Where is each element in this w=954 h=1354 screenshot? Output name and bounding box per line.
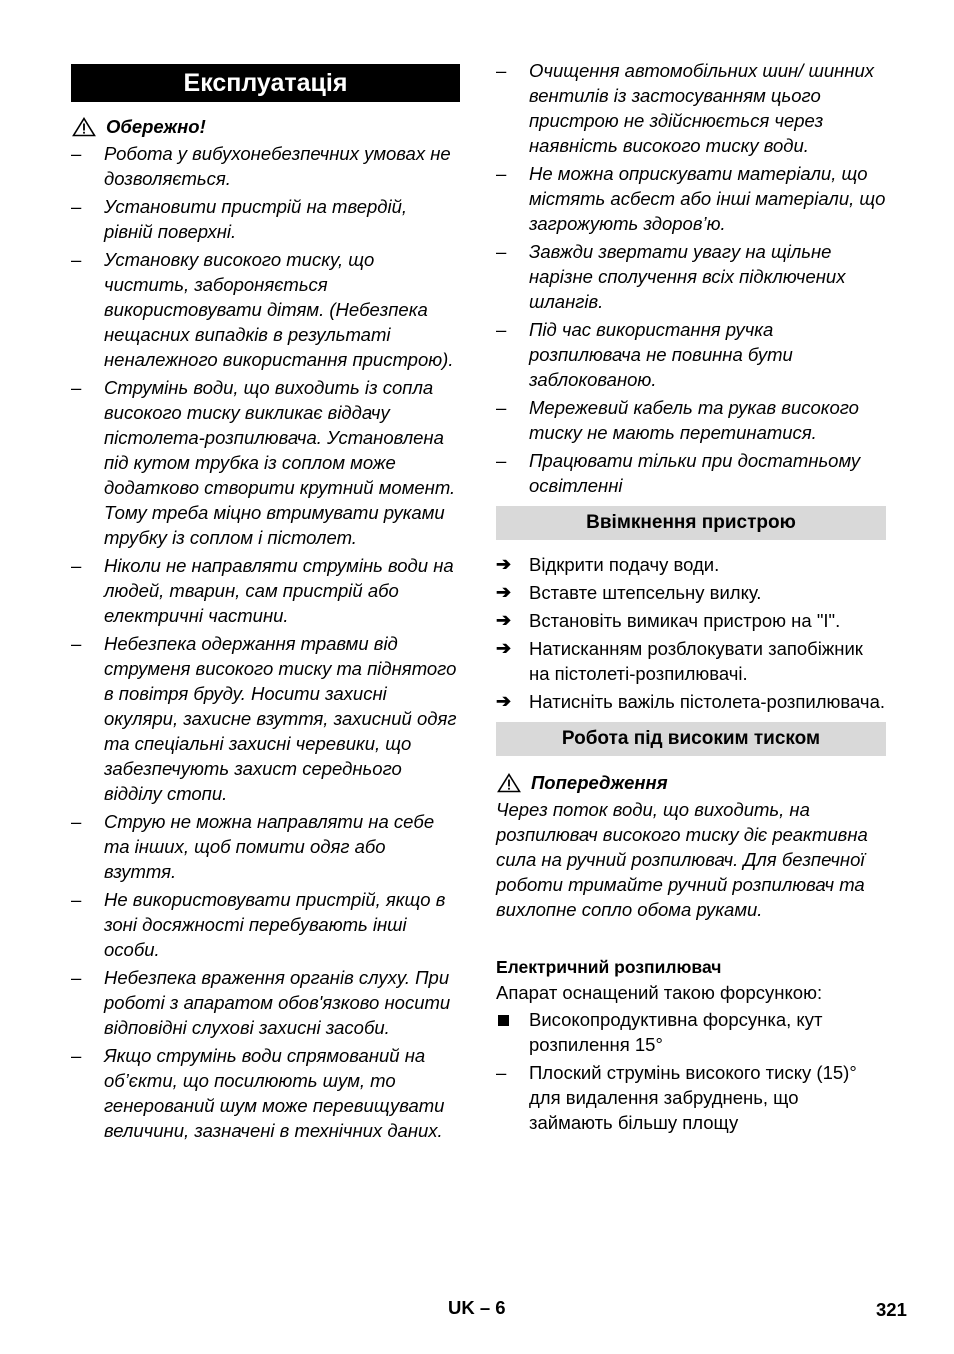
dash-marker: –: [496, 163, 507, 184]
arrow-right-icon: ➔: [496, 554, 512, 574]
list-item: – Працювати тільки при достатньому освітленні: [496, 450, 861, 496]
section-heading-switch-on: Ввімкнення пристрою: [496, 506, 886, 540]
list-item: – Плоский струмінь високого тиску (15)° для видалення забруднень, що займають більшу площу: [496, 1062, 857, 1133]
step-item: ➔ Відкрити подачу води.: [496, 554, 720, 575]
list-item: – Робота у вибухонебезпечних умовах не дозволяється.: [71, 143, 451, 189]
step-item: ➔ Натисканням розблокувати запобіжник на пістолеті-розпилювачі.: [496, 638, 863, 684]
list-item: – Під час використання ручка розпилювача не повинна бути заблокованою.: [496, 319, 793, 390]
arrow-right-icon: ➔: [496, 610, 512, 630]
dash-marker: –: [496, 319, 507, 340]
warning-triangle-icon: [497, 773, 521, 793]
list-item: – Струю не можна направляти на себе та інших, щоб помити одяг або взуття.: [71, 811, 435, 882]
dash-marker: –: [496, 241, 507, 262]
dash-marker: –: [71, 889, 82, 910]
sub-heading: Електричний розпилювач: [496, 957, 722, 977]
dash-marker: –: [71, 377, 82, 398]
arrow-right-icon: ➔: [496, 691, 512, 711]
list-item: – Установку високого тиску, що чистить, забороняється використовувати дітям. (Небезпека нещасних випадків в результаті неналежного використання пристрою).: [71, 249, 454, 370]
warning-label: Попередження: [531, 772, 668, 793]
list-item: – Ніколи не направляти струмінь води на людей, тварин, сам пристрій або електричні частини.: [71, 555, 454, 626]
dash-marker: –: [71, 143, 82, 164]
dash-marker: –: [71, 967, 82, 988]
footer-section-page: UK – 6: [448, 1297, 506, 1318]
dash-marker: –: [71, 555, 82, 576]
list-item: – Не можна оприскувати матеріали, що містять асбест або інші матеріали, що загрожують здоров’ю.: [496, 163, 886, 234]
step-item: ➔ Встановіть вимикач пристрою на "I".: [496, 610, 841, 631]
caution-heading: [71, 114, 460, 139]
section-heading-high-pressure: Робота під високим тиском: [496, 722, 886, 756]
warning-heading: [496, 770, 886, 795]
caution-label: Обережно!: [106, 116, 206, 137]
list-item: – Струмінь води, що виходить із сопла високого тиску викликає віддачу пістолета-розпилювача. Установлена під кутом трубка із соплом може додатково створити крутний момент. Тому треба міцно втримувати руками трубку із соплом і пістолет.: [71, 377, 456, 548]
footer-page-number: 321: [876, 1299, 907, 1320]
warning-triangle-icon: [72, 117, 96, 137]
left-column: [71, 64, 460, 1146]
dash-marker: –: [496, 397, 507, 418]
list-item: – Небезпека одержання травми від струменя високого тиску та піднятого в повітря бруду. Носити захисні окуляри, захисне взуття, захисний одяг та спеціальні захисні черевики, що забезпечують захист середнього відділу стопи.: [71, 633, 457, 804]
list-item: – Небезпека враження органів слуху. При роботі з апаратом обов'язково носити відповідні слухові захисні засоби.: [71, 967, 451, 1038]
step-item: ➔ Вставте штепсельну вилку.: [496, 582, 762, 603]
intro-text: Апарат оснащений такою форсункою:: [496, 982, 823, 1003]
dash-marker: –: [496, 1062, 507, 1083]
list-item: – Мережевий кабель та рукав високого тиску не мають перетинатися.: [496, 397, 859, 443]
dash-marker: –: [71, 1045, 82, 1066]
dash-marker: –: [71, 811, 82, 832]
list-item: – Установити пристрій на твердій, рівній поверхні.: [71, 196, 408, 242]
list-item: – Завжди звертати увагу на щільне нарізне сполучення всіх підключених шлангів.: [496, 241, 846, 312]
arrow-right-icon: ➔: [496, 582, 512, 602]
dash-marker: –: [496, 450, 507, 471]
warning-text: Через поток води, що виходить, на розпилювач високого тиску діє реактивна сила на ручний розпилювач. Для безпечної роботи тримайте ручний розпилювач та вихлопне сопло обома руками.: [496, 799, 868, 920]
step-item: ➔ Натисніть важіль пістолета-розпилювача.: [496, 691, 885, 712]
list-item: – Очищення автомобільних шин/ шинних вентилів із застосуванням цього пристрою не здійснюється через наявність високого тиску води.: [496, 60, 875, 156]
list-item: – Якщо струмінь води спрямований на об’єкти, що посилюють шум, то генерований шум може перевищувати величини, зазначені в технічних даних.: [71, 1045, 445, 1141]
dash-marker: –: [496, 60, 507, 81]
dash-marker: –: [71, 196, 82, 217]
square-bullet-icon: [498, 1015, 509, 1026]
list-item: – Не використовувати пристрій, якщо в зоні досяжності перебувають інші особи.: [71, 889, 446, 960]
bullet-item: Високопродуктивна форсунка, кут розпилення 15°: [496, 1007, 886, 1057]
page-title: Експлуатація: [71, 64, 460, 102]
dash-marker: –: [71, 633, 82, 654]
dash-marker: –: [71, 249, 82, 270]
right-column: [496, 58, 886, 1138]
arrow-right-icon: ➔: [496, 638, 512, 658]
